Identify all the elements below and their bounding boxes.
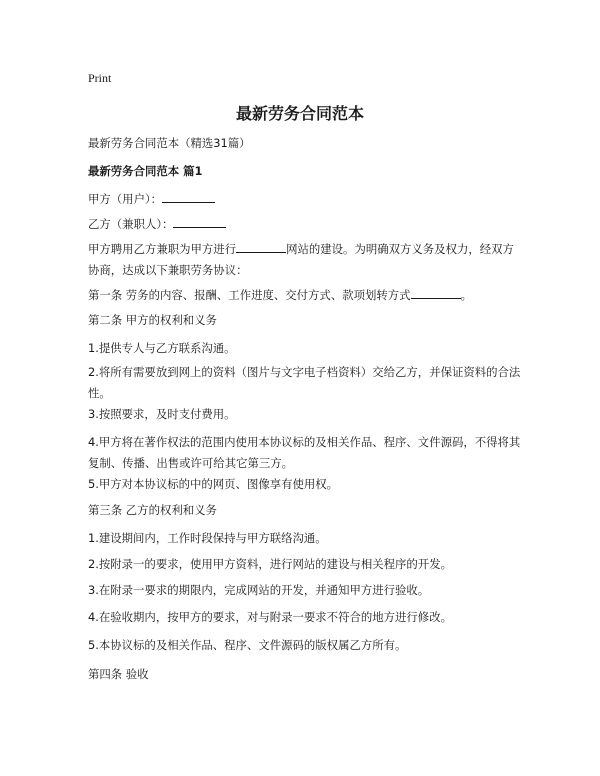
article-3-heading: 第三条 乙方的权利和义务 xyxy=(88,503,217,517)
party-a-label: 甲方（用户）： xyxy=(88,192,163,206)
a3-item-4: 4.在验收期内，按甲方的要求，对与附录一要求不符合的地方进行修改。 xyxy=(88,610,452,624)
party-b-label: 乙方（兼职人）： xyxy=(88,217,174,231)
print-label: Print xyxy=(88,71,112,85)
article-2-heading: 第二条 甲方的权利和义务 xyxy=(88,313,217,327)
article-1 xyxy=(88,285,524,305)
document-title: 最新劳务合同范本 xyxy=(235,104,364,123)
a3-item-2: 2.按附录一的要求，使用甲方资料，进行网站的建设与相关程序的开发。 xyxy=(88,557,452,571)
party-a-line xyxy=(88,189,524,209)
section-heading: 最新劳务合同范本 篇1 xyxy=(88,164,203,178)
a2-item-3: 3.按照要求，及时支付费用。 xyxy=(88,407,236,421)
a2-item-2: 2.将所有需要放到网上的资料（图片与文字电子档资料）交给乙方，并保证资料的合法性。 xyxy=(88,365,521,400)
a2-item-1: 1.提供专人与乙方联系沟通。 xyxy=(88,341,236,355)
intro-after: 网站的建设。为明确双方义务及权力，经双方协商，达成以下兼职劳务协议： xyxy=(88,242,514,277)
article-1-suffix: 。 xyxy=(460,288,472,302)
party-b-blank xyxy=(173,215,226,228)
document-subtitle: 最新劳务合同范本（精选31篇） xyxy=(88,136,251,150)
a2-item-4: 4.甲方将在著作权法的范围内使用本协议标的及相关作品、程序、文件源码，不得将其复制、传播、出售或许可给其它第三方。 xyxy=(88,435,521,470)
article-1-blank xyxy=(411,286,461,299)
intro-before: 甲方聘用乙方兼职为甲方进行 xyxy=(88,242,237,256)
article-4-heading: 第四条 验收 xyxy=(88,667,149,681)
a2-item-5: 5.甲方对本协议标的中的网页、图像享有使用权。 xyxy=(88,477,339,491)
article-1-text: 第一条 劳务的内容、报酬、工作进度、交付方式、款项划转方式 xyxy=(88,288,411,302)
a3-item-3: 3.在附录一要求的期限内，完成网站的开发，并通知甲方进行验收。 xyxy=(88,583,430,597)
intro-paragraph xyxy=(88,239,524,281)
project-blank xyxy=(236,240,286,253)
a3-item-5: 5.本协议标的及相关作品、程序、文件源码的版权属乙方所有。 xyxy=(88,638,407,652)
a3-item-1: 1.建设期间内，工作时段保持与甲方联络沟通。 xyxy=(88,531,327,545)
party-a-blank xyxy=(162,190,215,203)
party-b-line xyxy=(88,214,524,234)
